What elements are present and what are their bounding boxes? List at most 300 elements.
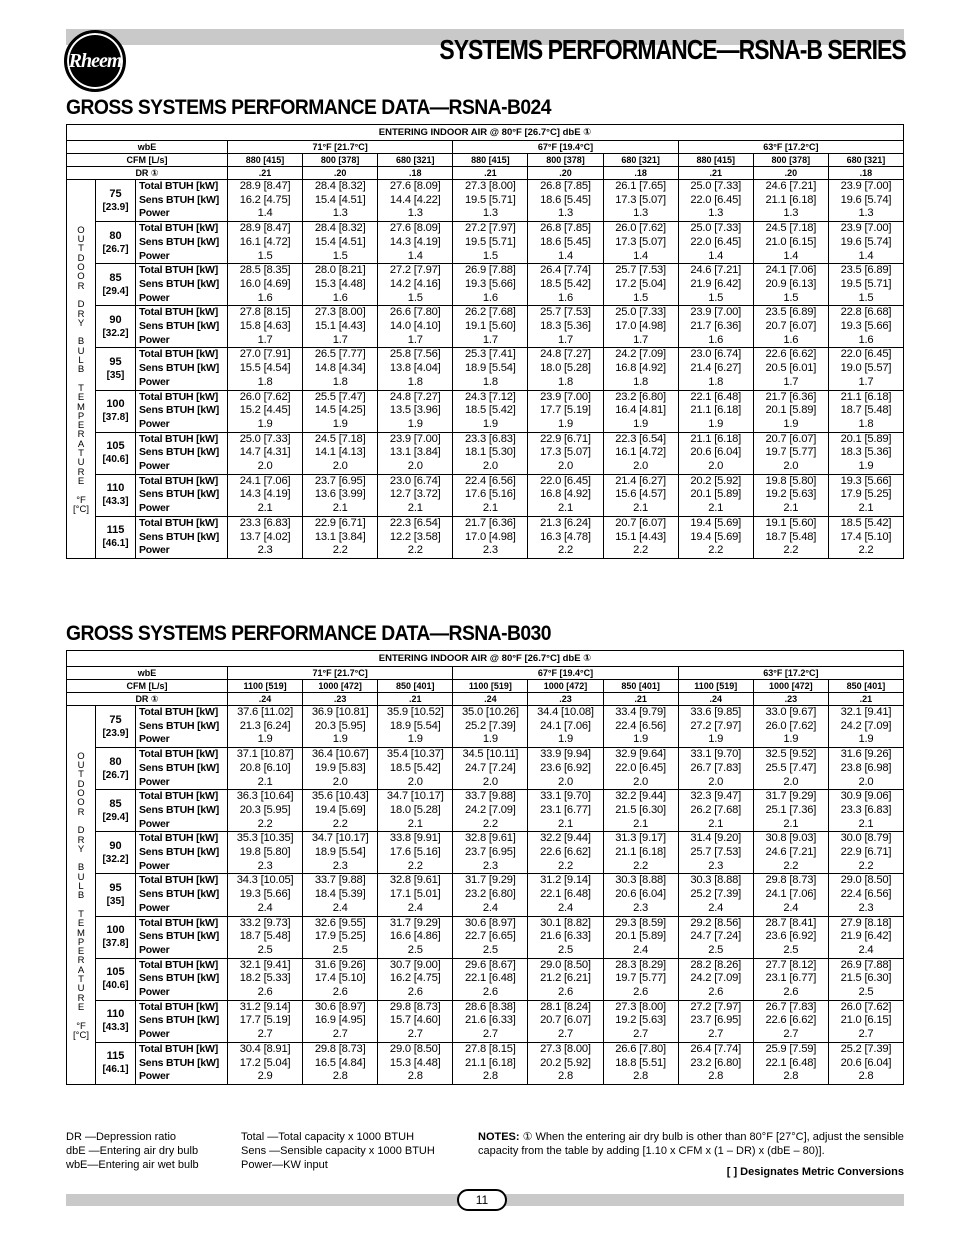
performance-cell — [828, 1042, 903, 1084]
total-value: 33.6 [9.85] — [690, 706, 742, 718]
metric-conversion-note: [ ] Designates Metric Conversions — [726, 1166, 904, 1178]
sens-value: 16.3 [4.78] — [540, 530, 591, 543]
table-row — [67, 832, 904, 874]
total-value: 26.4 [7.74] — [690, 1042, 742, 1055]
power-value: 2.3 — [257, 859, 273, 872]
total-value: 35.4 [10.37] — [386, 748, 444, 761]
sens-label: Sens BTUH [kW] — [139, 888, 220, 901]
axis-letter: °F — [76, 494, 86, 506]
total-value: 23.9 [7.00] — [840, 222, 892, 235]
power-value: 2.8 — [633, 1070, 649, 1083]
power-value: 1.7 — [257, 333, 273, 346]
total-value: 31.2 [9.14] — [540, 874, 591, 887]
power-value: 2.5 — [407, 943, 423, 956]
sens-value: 18.9 [5.54] — [314, 846, 366, 859]
sens-value: 12.7 [3.72] — [389, 488, 441, 501]
sens-value: 23.1 [6.77] — [765, 972, 817, 985]
total-value: 35.3 [10.35] — [236, 832, 294, 845]
performance-cell — [828, 432, 903, 474]
temp-f: 85 — [109, 797, 122, 810]
performance-cell — [453, 432, 528, 474]
performance-cell — [678, 748, 753, 790]
performance-cell — [678, 790, 753, 832]
power-value: 1.9 — [633, 417, 649, 430]
power-value: 2.0 — [708, 460, 724, 473]
power-value: 2.5 — [858, 986, 874, 999]
total-value: 32.5 [9.52] — [765, 748, 817, 761]
power-value: 2.0 — [633, 775, 649, 788]
sens-value: 13.1 [3.84] — [314, 530, 366, 543]
axis-letter: T — [78, 448, 84, 460]
total-label: Total BTUH [kW] — [139, 706, 219, 718]
legend-abbreviations — [66, 1130, 199, 1172]
total-value: 23.9 [7.00] — [540, 390, 591, 403]
performance-cell — [603, 832, 678, 874]
power-value: 1.9 — [332, 733, 348, 746]
notes-text: ① When the entering air dry bulb is other than 80°F [27°C], adjust the sensible capacity from the table by adding [1.10 x CFM x (1 – DR) x (dbE – 80)]. — [478, 1131, 904, 1157]
power-value: 1.9 — [482, 733, 498, 746]
power-value: 2.0 — [708, 775, 724, 788]
performance-cell — [303, 958, 378, 1000]
performance-cell — [303, 832, 378, 874]
power-value: 1.5 — [858, 291, 874, 304]
power-value: 2.1 — [783, 817, 799, 830]
performance-cell — [753, 706, 828, 748]
total-value: 25.2 [7.39] — [840, 1042, 892, 1055]
sens-value: 17.1 [5.01] — [389, 888, 441, 901]
axis-letter: D — [77, 252, 85, 264]
performance-cell — [603, 348, 678, 390]
performance-cell — [378, 832, 453, 874]
dr-header: .23 — [303, 693, 378, 706]
power-value: 1.7 — [858, 375, 874, 388]
sens-value: 21.6 [6.33] — [540, 930, 591, 943]
power-value: 1.6 — [708, 333, 724, 346]
total-value: 24.8 [7.27] — [389, 390, 441, 403]
sens-value: 15.3 [4.48] — [389, 1056, 441, 1069]
sens-value: 23.7 [6.95] — [465, 846, 516, 859]
dr-header: .20 — [753, 167, 828, 180]
sens-value: 27.2 [7.97] — [690, 719, 742, 732]
sens-label: Sens BTUH [kW] — [139, 320, 220, 333]
total-value: 23.0 [6.74] — [690, 348, 742, 361]
power-value: 2.8 — [708, 1070, 724, 1083]
total-value: 26.8 [7.85] — [540, 180, 591, 192]
cfm-header: 680 [321] — [378, 154, 453, 167]
temp-f: 80 — [109, 229, 122, 242]
sens-value: 19.2 [5.63] — [765, 488, 817, 501]
performance-table-b030 — [66, 650, 904, 1085]
total-value: 20.7 [6.07] — [615, 516, 666, 529]
wbe-label: wbE — [67, 667, 228, 680]
power-value: 1.3 — [332, 207, 348, 220]
total-value: 22.3 [6.54] — [615, 432, 666, 445]
total-value: 22.0 [6.45] — [540, 474, 591, 487]
table-row — [67, 916, 904, 958]
power-value: 2.2 — [332, 544, 348, 557]
sens-value: 14.3 [4.19] — [389, 235, 441, 248]
power-label: Power — [139, 775, 170, 788]
wbe-group-header: 71°F [21.7°C] — [228, 141, 453, 154]
total-value: 27.2 [7.97] — [690, 1000, 742, 1013]
total-value: 24.6 [7.21] — [690, 264, 742, 277]
sens-value: 24.1 [7.06] — [540, 719, 591, 732]
power-label: Power — [139, 859, 170, 872]
dr-header: .24 — [453, 693, 528, 706]
notes — [478, 1130, 908, 1158]
dr-label: DR ① — [67, 693, 228, 706]
total-value: 28.7 [8.41] — [765, 916, 817, 929]
sens-value: 16.4 [4.81] — [615, 404, 666, 417]
dr-header: .18 — [828, 167, 903, 180]
power-value: 1.3 — [858, 207, 874, 220]
axis-letter: B — [77, 862, 85, 874]
performance-cell — [678, 180, 753, 222]
sens-value: 21.0 [6.15] — [840, 1014, 892, 1027]
performance-cell — [678, 1042, 753, 1084]
sens-value: 14.3 [4.19] — [239, 488, 291, 501]
performance-cell — [378, 516, 453, 558]
sens-value: 21.2 [6.21] — [540, 972, 591, 985]
row-labels — [136, 832, 228, 874]
power-value: 2.0 — [858, 775, 874, 788]
axis-letter: R — [77, 466, 85, 478]
power-value: 1.8 — [407, 375, 423, 388]
sens-value: 19.0 [5.57] — [840, 362, 892, 375]
power-value: 1.3 — [633, 207, 649, 220]
performance-cell — [603, 306, 678, 348]
power-value: 2.2 — [558, 544, 573, 557]
sens-value: 19.7 [5.77] — [615, 972, 666, 985]
total-value: 21.1 [6.18] — [840, 390, 892, 403]
power-value: 1.7 — [332, 333, 348, 346]
outdoor-temp-cell — [96, 474, 136, 516]
total-value: 35.9 [10.52] — [386, 706, 444, 718]
power-value: 2.0 — [783, 775, 799, 788]
performance-cell — [378, 1042, 453, 1084]
row-labels — [136, 706, 228, 748]
power-value: 2.4 — [257, 901, 273, 914]
total-value: 33.8 [9.91] — [389, 832, 441, 845]
sens-value: 16.2 [4.75] — [389, 972, 441, 985]
performance-cell — [303, 474, 378, 516]
table-row — [67, 474, 904, 516]
axis-letter: U — [77, 871, 85, 883]
dr-header: .24 — [678, 693, 753, 706]
power-value: 2.7 — [558, 1028, 573, 1041]
power-value: 1.5 — [332, 249, 348, 262]
sens-value: 21.7 [6.36] — [690, 320, 742, 333]
sens-value: 22.0 [6.45] — [690, 193, 742, 206]
sens-value: 18.4 [5.39] — [314, 888, 366, 901]
sens-label: Sens BTUH [kW] — [139, 446, 220, 459]
performance-cell — [378, 706, 453, 748]
performance-cell — [303, 222, 378, 264]
total-value: 32.1 [9.41] — [239, 958, 291, 971]
sens-value: 21.1 [6.18] — [765, 193, 817, 206]
performance-cell — [603, 790, 678, 832]
sens-value: 18.3 [5.36] — [840, 446, 892, 459]
performance-cell — [303, 1000, 378, 1042]
temp-c: [46.1] — [102, 538, 129, 550]
performance-cell — [753, 1000, 828, 1042]
power-value: 2.6 — [783, 986, 799, 999]
sens-value: 13.8 [4.04] — [389, 362, 441, 375]
performance-cell — [228, 306, 303, 348]
total-value: 30.8 [9.03] — [765, 832, 817, 845]
total-value: 31.7 [9.29] — [765, 790, 817, 803]
power-value: 2.2 — [783, 859, 799, 872]
entering-air-header: ENTERING INDOOR AIR @ 80°F [26.7°C] dbE ① — [67, 651, 904, 667]
total-value: 30.9 [9.06] — [840, 790, 892, 803]
dr-header: .21 — [378, 693, 453, 706]
total-value: 19.1 [5.60] — [765, 516, 817, 529]
total-value: 30.7 [9.00] — [389, 958, 441, 971]
power-value: 2.1 — [558, 817, 573, 830]
power-label: Power — [139, 986, 170, 999]
temp-f: 110 — [106, 1008, 125, 1021]
table-row — [67, 348, 904, 390]
sens-value: 20.8 [6.10] — [239, 761, 291, 774]
power-value: 2.6 — [558, 986, 573, 999]
performance-cell — [528, 516, 603, 558]
sens-value: 13.1 [3.84] — [389, 446, 441, 459]
power-value: 1.8 — [858, 417, 874, 430]
performance-cell — [528, 916, 603, 958]
total-value: 33.4 [9.79] — [615, 706, 666, 718]
total-label: Total BTUH [kW] — [139, 390, 219, 403]
total-value: 32.8 [9.61] — [389, 874, 441, 887]
sens-label: Sens BTUH [kW] — [139, 930, 220, 943]
power-value: 1.4 — [558, 249, 573, 262]
performance-cell — [603, 264, 678, 306]
sens-value: 18.5 [5.42] — [389, 761, 441, 774]
power-value: 2.3 — [332, 859, 348, 872]
total-value: 31.7 [9.29] — [465, 874, 516, 887]
performance-cell — [453, 874, 528, 916]
sens-value: 17.7 [5.19] — [540, 404, 591, 417]
logo-wordmark: Rheem — [68, 49, 122, 72]
total-value: 32.8 [9.61] — [465, 832, 516, 845]
sens-label: Sens BTUH [kW] — [139, 404, 220, 417]
total-value: 34.5 [10.11] — [462, 748, 519, 761]
total-value: 33.1 [9.70] — [690, 748, 742, 761]
power-value: 2.5 — [558, 943, 573, 956]
power-value: 2.4 — [783, 901, 799, 914]
power-value: 2.6 — [332, 986, 348, 999]
power-label: Power — [139, 1070, 170, 1083]
total-value: 31.6 [9.26] — [840, 748, 892, 761]
sens-value: 15.3 [4.48] — [314, 277, 366, 290]
power-value: 2.4 — [558, 901, 573, 914]
total-value: 23.2 [6.80] — [615, 390, 666, 403]
performance-cell — [678, 264, 753, 306]
total-value: 20.7 [6.07] — [765, 432, 817, 445]
sens-label: Sens BTUH [kW] — [139, 1014, 220, 1027]
performance-cell — [378, 874, 453, 916]
power-value: 2.3 — [482, 859, 498, 872]
performance-cell — [528, 790, 603, 832]
table-row — [67, 1042, 904, 1084]
outdoor-temp-cell — [96, 264, 136, 306]
power-value: 2.1 — [407, 817, 423, 830]
total-value: 34.7 [10.17] — [311, 832, 369, 845]
temp-f: 80 — [109, 755, 122, 768]
performance-cell — [228, 264, 303, 306]
sens-value: 20.9 [6.13] — [765, 277, 817, 290]
sens-value: 17.3 [5.07] — [615, 235, 666, 248]
dr-label: DR ① — [67, 167, 228, 180]
power-value: 2.7 — [708, 1028, 724, 1041]
axis-letter: E — [77, 475, 85, 487]
wbe-group-header: 63°F [17.2°C] — [678, 667, 903, 680]
sens-value: 22.0 [6.45] — [615, 761, 666, 774]
total-value: 24.5 [7.18] — [765, 222, 817, 235]
total-label: Total BTUH [kW] — [139, 348, 219, 361]
sens-value: 24.1 [7.06] — [765, 888, 817, 901]
sens-value: 17.6 [5.16] — [389, 846, 441, 859]
sens-value: 25.5 [7.47] — [765, 761, 817, 774]
total-value: 26.2 [7.68] — [465, 306, 516, 319]
sens-value: 18.6 [5.45] — [540, 193, 591, 206]
total-value: 22.8 [6.68] — [840, 306, 892, 319]
power-value: 2.1 — [858, 502, 874, 515]
performance-cell — [753, 748, 828, 790]
outdoor-temp-axis-label — [67, 180, 96, 559]
temp-c: [29.4] — [102, 811, 129, 823]
sens-value: 24.7 [7.24] — [465, 761, 516, 774]
total-value: 23.5 [6.89] — [765, 306, 817, 319]
total-value: 28.3 [8.29] — [615, 958, 666, 971]
sens-value: 18.7 [5.48] — [840, 404, 892, 417]
axis-letter: [°C] — [73, 503, 89, 515]
axis-letter: O — [77, 750, 85, 762]
power-value: 2.2 — [858, 544, 874, 557]
total-value: 32.1 [9.41] — [840, 706, 892, 718]
power-value: 2.7 — [858, 1028, 874, 1041]
sens-label: Sens BTUH [kW] — [139, 803, 220, 816]
total-value: 23.9 [7.00] — [690, 306, 742, 319]
sens-value: 21.5 [6.30] — [615, 803, 666, 816]
total-value: 29.8 [8.73] — [389, 1000, 441, 1013]
performance-cell — [828, 958, 903, 1000]
power-value: 2.8 — [783, 1070, 799, 1083]
performance-cell — [603, 874, 678, 916]
performance-cell — [228, 1000, 303, 1042]
axis-letter: U — [77, 760, 85, 772]
sens-value: 14.8 [4.34] — [314, 362, 366, 375]
performance-cell — [603, 222, 678, 264]
total-value: 30.1 [8.82] — [540, 916, 591, 929]
power-label: Power — [139, 291, 170, 304]
power-value: 2.8 — [558, 1070, 573, 1083]
sens-value: 17.3 [5.07] — [540, 446, 591, 459]
sens-value: 15.5 [4.54] — [239, 362, 291, 375]
performance-cell — [378, 348, 453, 390]
sens-value: 15.4 [4.51] — [314, 235, 366, 248]
sens-label: Sens BTUH [kW] — [139, 846, 220, 859]
power-value: 2.7 — [482, 1028, 498, 1041]
total-label: Total BTUH [kW] — [139, 832, 219, 845]
performance-cell — [753, 516, 828, 558]
temp-c: [43.3] — [102, 496, 129, 508]
dr-header: .21 — [453, 167, 528, 180]
axis-letter: E — [77, 1001, 85, 1013]
sens-value: 14.0 [4.10] — [389, 320, 441, 333]
performance-cell — [678, 832, 753, 874]
outdoor-temp-cell — [96, 706, 136, 748]
sens-value: 20.3 [5.95] — [314, 719, 366, 732]
sens-value: 19.5 [5.71] — [465, 193, 516, 206]
sens-value: 16.6 [4.86] — [389, 930, 441, 943]
total-value: 30.4 [8.91] — [239, 1042, 291, 1055]
sens-value: 17.7 [5.19] — [239, 1014, 291, 1027]
total-value: 23.7 [6.95] — [314, 474, 366, 487]
sens-value: 23.6 [6.92] — [540, 761, 591, 774]
axis-letter: R — [77, 308, 85, 320]
dr-header: .21 — [603, 693, 678, 706]
sens-value: 16.8 [4.92] — [615, 362, 666, 375]
sens-value: 13.6 [3.99] — [314, 488, 366, 501]
sens-value: 16.2 [4.75] — [239, 193, 291, 206]
total-value: 29.0 [8.50] — [840, 874, 892, 887]
power-value: 2.6 — [708, 986, 724, 999]
sens-value: 19.5 [5.71] — [840, 277, 892, 290]
wbe-label: wbE — [67, 141, 228, 154]
total-value: 24.1 [7.06] — [765, 264, 817, 277]
power-value: 2.5 — [708, 943, 724, 956]
table-row — [67, 306, 904, 348]
sens-value: 16.9 [4.95] — [314, 1014, 366, 1027]
performance-cell — [753, 348, 828, 390]
power-value: 1.9 — [708, 733, 724, 746]
total-value: 30.6 [8.97] — [465, 916, 516, 929]
sens-value: 18.5 [5.42] — [540, 277, 591, 290]
sens-value: 26.7 [7.83] — [690, 761, 742, 774]
table-title-b024: GROSS SYSTEMS PERFORMANCE DATA—RSNA-B024 — [66, 96, 551, 119]
sens-value: 24.7 [7.24] — [690, 930, 742, 943]
temp-c: [37.8] — [102, 412, 129, 424]
row-labels — [136, 516, 228, 558]
row-labels — [136, 306, 228, 348]
total-value: 30.6 [8.97] — [314, 1000, 366, 1013]
sens-value: 26.0 [7.62] — [765, 719, 817, 732]
power-value: 2.7 — [783, 1028, 799, 1041]
power-value: 1.9 — [558, 733, 573, 746]
wbe-group-header: 71°F [21.7°C] — [228, 667, 453, 680]
temp-c: [35] — [106, 369, 125, 381]
sens-value: 21.0 [6.15] — [765, 235, 817, 248]
total-value: 33.0 [9.67] — [765, 706, 817, 718]
total-value: 34.3 [10.05] — [236, 874, 294, 887]
performance-cell — [603, 1042, 678, 1084]
power-value: 1.5 — [783, 291, 799, 304]
table-row — [67, 222, 904, 264]
outdoor-temp-cell — [96, 348, 136, 390]
total-value: 25.0 [7.33] — [239, 432, 291, 445]
power-value: 2.0 — [407, 460, 423, 473]
sens-value: 17.2 [5.04] — [615, 277, 666, 290]
performance-cell — [303, 516, 378, 558]
axis-letter: R — [77, 955, 85, 967]
power-label: Power — [139, 1028, 170, 1041]
performance-cell — [753, 958, 828, 1000]
sens-value: 22.6 [6.62] — [540, 846, 591, 859]
sens-label: Sens BTUH [kW] — [139, 488, 220, 501]
total-value: 32.2 [9.44] — [615, 790, 666, 803]
total-value: 26.1 [7.65] — [615, 180, 666, 192]
row-labels — [136, 916, 228, 958]
